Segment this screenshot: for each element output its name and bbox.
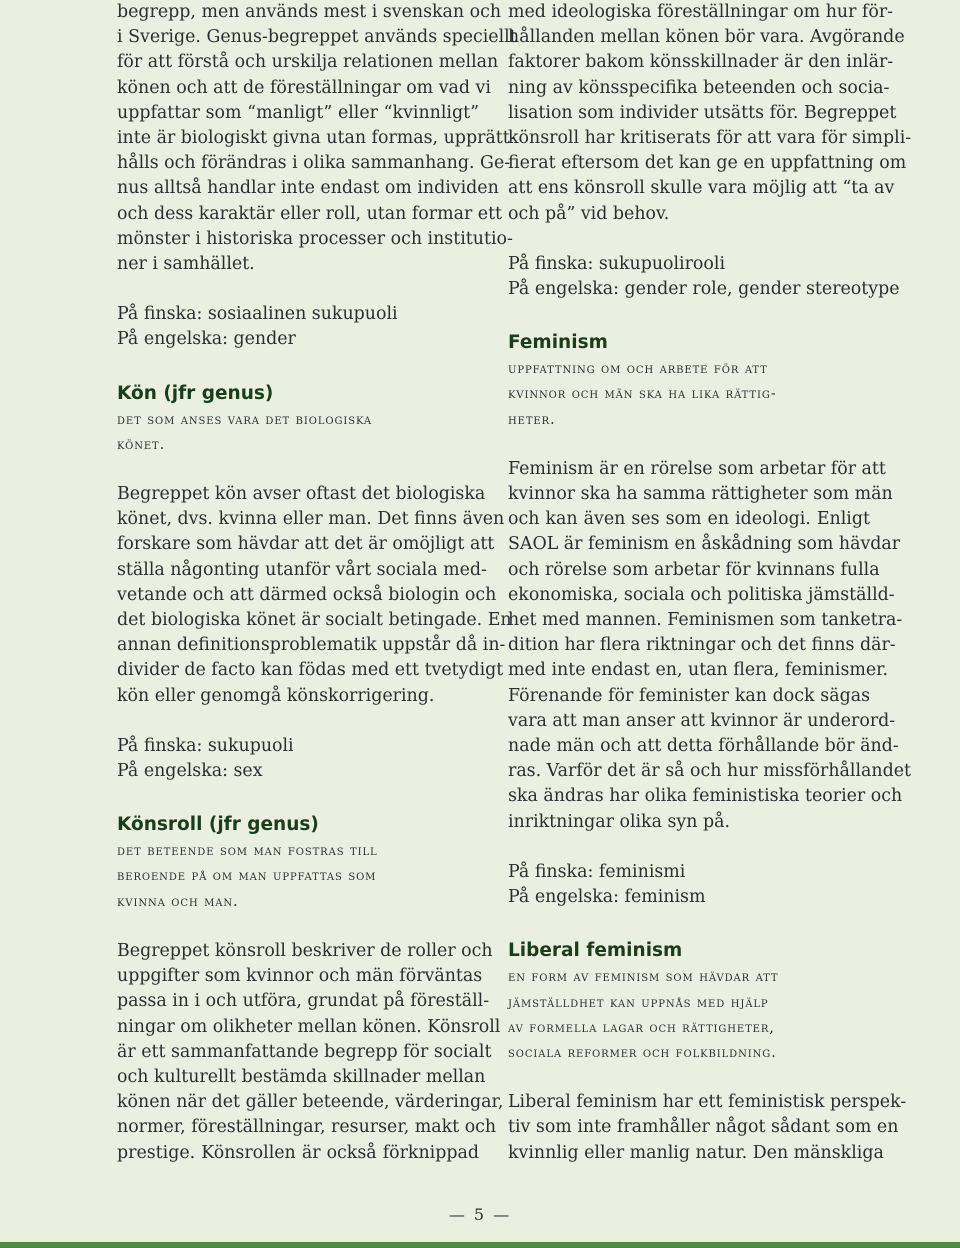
text-line: begrepp, men används mest i svenskan och: [117, 2, 502, 22]
text-line: är ett sammanfattande begrepp för socialt: [117, 1041, 492, 1062]
translation-finnish: På finska: sosiaalinen sukupuoli: [117, 304, 398, 325]
term-heading-feminism: Feminism: [508, 332, 608, 354]
text-line: ning av könsspecifika beteenden och socia-: [508, 77, 890, 98]
translation-english: På engelska: gender: [117, 329, 296, 350]
text-line: och kan även ses som en ideologi. Enligt: [508, 509, 870, 530]
right-column: [508, 0, 912, 1166]
text-line: och dess karaktär eller roll, utan formar ett: [117, 203, 503, 224]
text-line: att ens könsroll skulle vara möjlig att “ta av: [508, 178, 895, 199]
definition-line: kvinnor och män ska ha lika rättig-: [508, 385, 777, 403]
text-line: med inte endast en, utan flera, feminismer.: [508, 660, 889, 681]
feminism-paragraph: [508, 457, 911, 835]
text-line: könen och att de föreställningar om vad vi: [117, 77, 491, 98]
definition-line: beroende på om man uppfattas som: [117, 867, 377, 885]
term-heading-liberal-feminism: Liberal feminism: [508, 940, 683, 962]
translation-finnish: På finska: sukupuolirooli: [508, 253, 726, 274]
text-line: Begreppet kön avser oftast det biologiska: [117, 484, 486, 505]
definition-line: kvinna och man.: [117, 892, 239, 910]
konsroll-paragraph: [117, 939, 504, 1166]
definition-line: det som anses vara det biologiska: [117, 410, 373, 428]
definition-line: jämställdhet kan uppnås med hjälp: [508, 993, 769, 1011]
text-line: för att förstå och urskilja relationen mellan: [117, 52, 499, 73]
text-line: kvinnlig eller manlig natur. Den mänskliga: [508, 1142, 884, 1163]
text-line: nus alltså handlar inte endast om individen: [117, 178, 499, 199]
text-line: ner i samhället.: [117, 254, 255, 275]
text-line: vetande och att därmed också biologin och: [117, 584, 497, 605]
text-line: normer, föreställningar, resurser, makt och: [117, 1117, 497, 1138]
text-line: hållanden mellan könen bör vara. Avgörande: [508, 27, 905, 48]
text-line: ningar om olikheter mellan könen. Könsroll: [117, 1016, 501, 1037]
definition-line: uppfattning om och arbete för att: [508, 360, 768, 378]
text-line: forskare som hävdar att det är omöjligt att: [117, 534, 495, 555]
text-line: Liberal feminism har ett feministisk perspek-: [508, 1092, 907, 1113]
text-line: hålls och förändras i olika sammanhang. Ge-: [117, 153, 511, 174]
text-line: inriktningar olika syn på.: [508, 811, 731, 832]
term-definition-feminism: [508, 356, 870, 432]
text-line: annan definitionsproblematik uppstår då in-: [117, 635, 506, 656]
definition-line: en form av feminism som hävdar att: [508, 968, 779, 986]
text-line: fierat eftersom det kan ge en uppfattning om: [508, 153, 907, 174]
liberal-feminism-paragraph: [508, 1090, 907, 1166]
text-line: Förenande för feminister kan dock sägas: [508, 685, 870, 706]
term-definition-konsroll: [117, 838, 479, 914]
text-line: inte är biologiskt givna utan formas, upprätt-: [117, 128, 516, 149]
text-line: med ideologiska föreställningar om hur för-: [508, 2, 894, 22]
text-line: mönster i historiska processer och institutio-: [117, 228, 513, 249]
text-line: könsroll har kritiserats för att vara för simpli-: [508, 128, 912, 149]
text-line: tiv som inte framhåller något sådant som en: [508, 1117, 899, 1138]
term-heading-konsroll: Könsroll (jfr genus): [117, 814, 319, 836]
text-line: uppfattar som “manligt” eller “kvinnligt”: [117, 102, 479, 123]
konsroll-translations: [508, 252, 900, 302]
text-line: lisation som individer utsätts för. Begreppet: [508, 102, 897, 123]
text-line: Begreppet könsroll beskriver de roller och: [117, 940, 493, 961]
definition-line: sociala reformer och folkbildning.: [508, 1043, 777, 1061]
genus-translations: [117, 302, 479, 352]
text-line: divider de facto kan födas med ett tvetydigt: [117, 660, 504, 681]
translation-finnish: På finska: feminismi: [508, 861, 686, 882]
page-number: — 5 —: [448, 1205, 512, 1224]
term-definition-kon: [117, 407, 479, 457]
text-line: och rörelse som arbetar för kvinnans fulla: [508, 559, 880, 580]
text-line: nade män och att detta förhållande bör änd-: [508, 736, 899, 757]
text-line: dition har flera riktningar och det finns där-: [508, 635, 896, 656]
definition-line: av formella lagar och rättigheter,: [508, 1018, 775, 1036]
text-line: könen när det gäller beteende, värderingar,: [117, 1092, 504, 1113]
text-line: ska ändras har olika feministiska teorier och: [508, 786, 903, 807]
translation-finnish: På finska: sukupuoli: [117, 735, 294, 756]
kon-paragraph: [117, 482, 512, 709]
text-line: passa in i och utföra, grundat på föreställ-: [117, 991, 490, 1012]
text-line: könet, dvs. kvinna eller man. Det finns även: [117, 509, 505, 530]
text-line: Feminism är en rörelse som arbetar för att: [508, 458, 886, 479]
translation-english: På engelska: feminism: [508, 887, 706, 908]
text-line: det biologiska könet är socialt betingade. En: [117, 610, 512, 631]
translation-english: På engelska: sex: [117, 761, 263, 782]
text-line: kvinnor ska ha samma rättigheter som män: [508, 484, 893, 505]
definition-line: könet.: [117, 435, 166, 453]
konsroll-continued-paragraph: [508, 0, 912, 227]
left-column: [117, 0, 517, 1166]
term-heading-kon: Kön (jfr genus): [117, 382, 274, 404]
text-line: och på” vid behov.: [508, 203, 670, 224]
text-line: kön eller genomgå könskorrigering.: [117, 685, 435, 706]
text-line: SAOL är feminism en åskådning som hävdar: [508, 534, 901, 555]
text-line: ras. Varför det är så och hur missförhållandet: [508, 761, 911, 782]
text-line: och kulturellt bestämda skillnader mellan: [117, 1066, 486, 1087]
kon-translations: [117, 734, 479, 784]
genus-paragraph: [117, 0, 517, 277]
definition-line: heter.: [508, 410, 556, 428]
text-line: prestige. Könsrollen är också förknippad: [117, 1142, 479, 1163]
text-line: vara att man anser att kvinnor är underord-: [508, 710, 896, 731]
text-line: faktorer bakom könsskillnader är den inlär-: [508, 52, 894, 73]
text-line: uppgifter som kvinnor och män förväntas: [117, 966, 483, 987]
text-line: i Sverige. Genus-begreppet används speciellt: [117, 27, 517, 48]
term-definition-liberal-feminism: [508, 964, 870, 1065]
text-line: ställa någonting utanför vårt sociala med-: [117, 559, 487, 580]
bottom-accent-bar: [0, 1242, 960, 1248]
text-line: het med mannen. Feminismen som tanketra-: [508, 610, 903, 631]
definition-line: det beteende som man fostras till: [117, 842, 378, 860]
translation-english: På engelska: gender role, gender stereotype: [508, 279, 900, 300]
text-line: ekonomiska, sociala och politiska jämställd-: [508, 584, 895, 605]
feminism-translations: [508, 860, 870, 910]
